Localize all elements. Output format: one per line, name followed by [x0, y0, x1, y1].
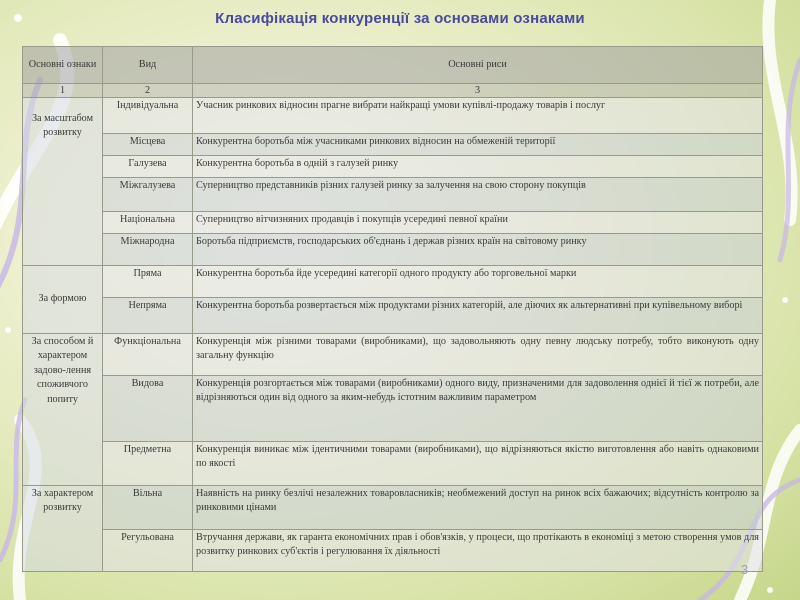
table-row [23, 530, 763, 572]
kind-cell: Галузева [103, 156, 193, 178]
kind-cell: Місцева [103, 134, 193, 156]
column-number-2: 2 [103, 84, 193, 98]
header-kind: Вид [103, 47, 193, 84]
desc-cell: Конкуренція між різними товарами (виробниками), що задовольняють одну певну людську потребу, тобто виконують одну загальну функцію [193, 334, 763, 376]
column-number-1: 1 [23, 84, 103, 98]
desc-cell: Конкурентна боротьба між учасниками ринкових відносин на обмеженій території [193, 134, 763, 156]
desc-cell: Конкурентна боротьба в одній з галузей ринку [193, 156, 763, 178]
desc-cell: Конкуренція виникає між ідентичними товарами (виробниками), що відрізняються якістю виготовлення або навіть однаковими по якості [193, 442, 763, 486]
group-label-development: За характером розвитку [23, 486, 103, 572]
group-label-scale: За масштабом розвитку [23, 98, 103, 266]
table-row [23, 266, 763, 298]
competition-classification-table-wrapper [22, 46, 762, 572]
kind-cell: Національна [103, 212, 193, 234]
table-row [23, 134, 763, 156]
kind-cell: Регульована [103, 530, 193, 572]
desc-cell: Суперництво вітчизняних продавців і покупців усередині певної країни [193, 212, 763, 234]
slide-title: Класифікація конкуренції за основами ознаками [215, 10, 585, 27]
header-main-features: Основні ознаки [23, 47, 103, 84]
table-row [23, 98, 763, 134]
desc-cell: Конкурентна боротьба йде усередині категорії одного продукту або торговельної марки [193, 266, 763, 298]
competition-classification-table [22, 46, 763, 572]
kind-cell: Видова [103, 376, 193, 442]
kind-cell: Функціональна [103, 334, 193, 376]
table-row [23, 442, 763, 486]
kind-cell: Вільна [103, 486, 193, 530]
table-row [23, 298, 763, 334]
kind-cell: Міжнародна [103, 234, 193, 266]
desc-cell: Втручання держави, як гаранта економічних прав і обов'язків, у процеси, що протікають в економіці з метою створення умов для розвитку ринкових суб'єктів і регулювання їх діяльності [193, 530, 763, 572]
table-row [23, 334, 763, 376]
kind-cell: Предметна [103, 442, 193, 486]
table-row [23, 234, 763, 266]
kind-cell: Пряма [103, 266, 193, 298]
column-number-3: 3 [193, 84, 763, 98]
kind-cell: Непряма [103, 298, 193, 334]
kind-cell: Індивідуальна [103, 98, 193, 134]
desc-cell: Суперництво представників різних галузей ринку за залучення на свою сторону покупців [193, 178, 763, 212]
table-row [23, 486, 763, 530]
table-row [23, 212, 763, 234]
group-label-demand: За способом й характером задово-лення споживчого попиту [23, 334, 103, 486]
desc-cell: Боротьба підприємств, господарських об'єднань і держав різних країн на світовому ринку [193, 234, 763, 266]
desc-cell: Наявність на ринку безлічі незалежних товаровласників; необмежений доступ на ринок всіх бажаючих; відсутність контролю за ринковими цінами [193, 486, 763, 530]
column-number-row [23, 84, 763, 98]
table-row [23, 376, 763, 442]
desc-cell: Конкуренція розгортається між товарами (виробниками) одного виду, призначеними для задоволення однієї й тієї ж потреби, але відрізняються один від одного за яким-небудь істотним важливим параметром [193, 376, 763, 442]
header-key-traits: Основні риси [193, 47, 763, 84]
group-label-form: За формою [23, 266, 103, 334]
desc-cell: Конкурентна боротьба розвертається між продуктами різних категорій, але діючих як альтернативні при купівельному виборі [193, 298, 763, 334]
desc-cell: Учасник ринкових відносин прагне вибрати найкращі умови купівлі-продажу товарів і послуг [193, 98, 763, 134]
kind-cell: Міжгалузева [103, 178, 193, 212]
table-row [23, 178, 763, 212]
table-row [23, 156, 763, 178]
page-number: 3 [741, 562, 749, 577]
